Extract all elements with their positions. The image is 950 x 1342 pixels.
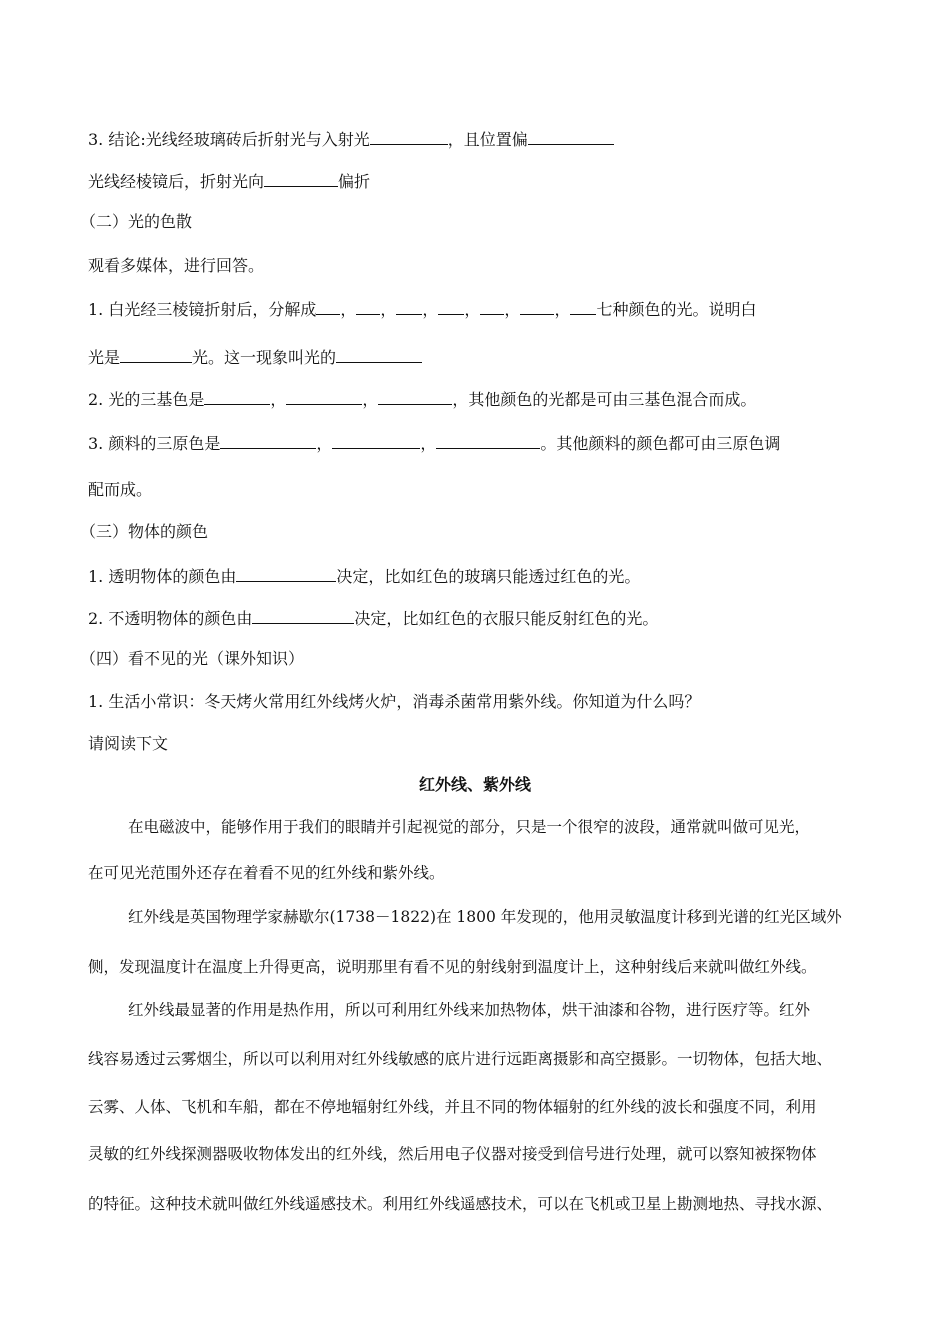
comma: ， [422,300,439,319]
question-prism [88,170,370,192]
comma: ， [316,434,333,453]
reading-instruction: 请阅读下文 [88,734,169,753]
object-color-question-2 [88,607,658,629]
answer-blank[interactable] [436,432,540,449]
question-text: 决定，比如红色的衣服只能反射红色的光。 [354,609,659,628]
question-text: 光。这一现象叫光的 [192,348,337,367]
question-text: 2. 不透明物体的颜色由 [88,609,253,628]
comma: ， [362,390,379,409]
paragraph-line: 云雾、人体、飞机和车船，都在不停地辐射红外线，并且不同的物体辐射的红外线的波长和强度不同，利用 [88,1098,817,1116]
answer-blank[interactable] [220,432,316,449]
question-text: 偏折 [338,172,371,191]
answer-blank[interactable] [236,565,336,582]
dispersion-question-1 [88,298,756,320]
dispersion-question-2 [88,388,756,410]
invisible-light-question-1: 1. 生活小常识：冬天烤火常用红外线烤火炉，消毒杀菌常用紫外线。你知道为什么吗？ [88,692,701,711]
answer-blank[interactable] [120,346,192,363]
paragraph-line: 在电磁波中，能够作用于我们的眼睛并引起视觉的部分，只是一个很窄的波段，通常就叫做可见光， [128,818,811,836]
answer-blank[interactable] [438,298,464,315]
answer-blank[interactable] [204,388,270,405]
dispersion-question-1-line2 [88,346,422,368]
answer-blank[interactable] [520,298,554,315]
comma: ， [554,300,571,319]
question-text: 七种颜色的光。说明白 [596,300,757,319]
paragraph-line: 的特征。这种技术就叫做红外线遥感技术。利用红外线遥感技术，可以在飞机或卫星上勘测地热、寻找水源、 [88,1195,833,1213]
answer-blank[interactable] [528,128,614,145]
question-text: 光线经棱镜后，折射光向 [88,172,265,191]
answer-blank[interactable] [480,298,504,315]
question-3-conclusion [88,128,614,150]
answer-blank[interactable] [286,388,362,405]
question-text: 1. 透明物体的颜色由 [88,567,237,586]
dispersion-question-3-line2: 配而成。 [88,480,153,499]
comma: ， [270,390,287,409]
comma: ， [380,300,397,319]
paragraph-line: 红外线是英国物理学家赫歇尔(1738－1822)在 1800 年发现的，他用灵敏温度计移到光谱的红光区域外 [128,908,842,926]
answer-blank[interactable] [356,298,380,315]
comma: ， [504,300,521,319]
question-text: 3. 结论:光线经玻璃砖后折射光与入射光 [88,130,370,149]
section-heading-dispersion: （二）光的色散 [80,212,193,231]
answer-blank[interactable] [252,607,354,624]
paragraph-line: 在可见光范围外还存在着看不见的红外线和紫外线。 [88,864,445,882]
answer-blank[interactable] [370,128,448,145]
section-heading-invisible-light: （四）看不见的光（课外知识） [80,649,305,668]
paragraph-line: 侧，发现温度计在温度上升得更高，说明那里有看不见的射线射到温度计上，这种射线后来就叫做红外线。 [88,958,817,976]
answer-blank[interactable] [570,298,596,315]
question-text: 决定，比如红色的玻璃只能透过红色的光。 [336,567,641,586]
section-heading-object-color: （三）物体的颜色 [80,522,209,541]
question-text: 1. 白光经三棱镜折射后，分解成 [88,300,317,319]
question-text: 。其他颜料的颜色都可由三原色调 [540,434,781,453]
comma: ， [464,300,481,319]
answer-blank[interactable] [264,170,338,187]
paragraph-line: 红外线最显著的作用是热作用，所以可利用红外线来加热物体，烘干油漆和谷物，进行医疗等。红外 [128,1001,811,1019]
question-text: 3. 颜料的三原色是 [88,434,221,453]
article-title: 红外线、紫外线 [418,775,531,794]
question-text: 2. 光的三基色是 [88,390,205,409]
comma: ， [420,434,437,453]
object-color-question-1 [88,565,640,587]
answer-blank[interactable] [378,388,452,405]
answer-blank[interactable] [332,432,420,449]
paragraph-line: 线容易透过云雾烟尘，所以可以利用对红外线敏感的底片进行远距离摄影和高空摄影。一切物体，包括大地、 [88,1050,833,1068]
answer-blank[interactable] [316,298,340,315]
question-text: ，且位置偏 [447,130,528,149]
section-intro: 观看多媒体，进行回答。 [88,256,265,275]
answer-blank[interactable] [336,346,422,363]
dispersion-question-3 [88,432,780,454]
paragraph-line: 灵敏的红外线探测器吸收物体发出的红外线，然后用电子仪器对接受到信号进行处理，就可以察知被探物体 [88,1145,817,1163]
question-text: ，其他颜色的光都是可由三基色混合而成。 [452,390,757,409]
answer-blank[interactable] [396,298,422,315]
comma: ， [340,300,357,319]
question-text: 光是 [88,348,121,367]
